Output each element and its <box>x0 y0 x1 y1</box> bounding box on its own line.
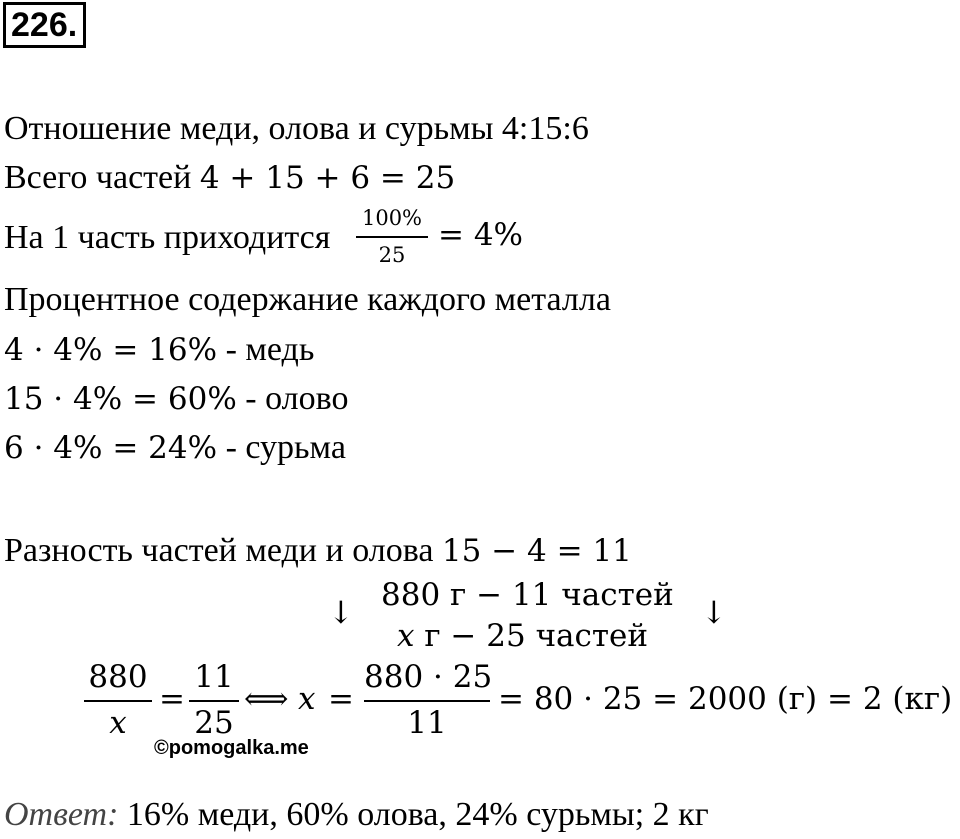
equation-variable: x <box>298 681 316 717</box>
fraction-2-numerator: 11 <box>194 659 234 695</box>
tin-line <box>4 382 348 416</box>
percent-heading: Процентное содержание каждого металла <box>4 281 611 318</box>
per-part-fraction-bar <box>356 236 428 238</box>
copper-math: 4 · 4% = 16% <box>4 332 218 368</box>
answer-text: 16% меди, 60% олова, 24% сурьмы; 2 кг <box>118 796 709 833</box>
difference-text: Разность частей меди и олова <box>4 532 442 569</box>
equivalence-arrow-icon: ⟺ <box>244 681 289 717</box>
equation-result: = 80 · 25 = 2000 (г) = 2 (кг) <box>498 681 953 717</box>
antimony-text: - сурьма <box>217 429 346 466</box>
fraction-2-denominator: 25 <box>194 705 234 741</box>
per-part-numerator: 100% <box>361 206 423 230</box>
fraction-3-numerator: 880 · 25 <box>364 659 493 695</box>
per-part-text: На 1 часть приходится <box>4 219 331 256</box>
total-parts-line <box>4 161 455 195</box>
tin-math: 15 · 4% = 60% <box>4 381 237 417</box>
proportion-row-2-rest: г − 25 частей <box>414 618 649 654</box>
antimony-line <box>4 431 346 465</box>
antimony-math: 6 · 4% = 24% <box>4 430 218 466</box>
per-part-denominator: 25 <box>378 243 406 267</box>
fraction-1-bar <box>84 700 152 702</box>
equals-sign-2: = <box>328 681 354 717</box>
ratio-line: Отношение меди, олова и сурьмы 4:15:6 <box>4 110 589 147</box>
proportion-row-1: 880 г − 11 частей <box>381 577 674 613</box>
fraction-2-bar <box>189 700 239 702</box>
tin-text: - олово <box>236 380 349 417</box>
arrow-down-left-icon: ↓ <box>328 595 354 631</box>
equals-sign-1: = <box>159 681 185 717</box>
fraction-3-denominator: 11 <box>407 705 447 741</box>
fraction-3-bar <box>364 700 490 702</box>
fraction-1-numerator: 880 <box>88 659 148 695</box>
problem-number: 226. <box>3 2 86 48</box>
copper-text: - медь <box>217 331 315 368</box>
proportion-variable: x <box>397 618 415 654</box>
total-parts-text: Всего частей <box>4 159 200 196</box>
per-part-result: = 4% <box>438 217 524 253</box>
answer-line <box>4 798 709 832</box>
proportion-row-2 <box>397 618 649 654</box>
total-parts-math: 4 + 15 + 6 = 25 <box>199 160 456 196</box>
fraction-1-denominator: x <box>109 705 127 741</box>
difference-math: 15 − 4 = 11 <box>441 533 632 569</box>
difference-line <box>4 534 632 568</box>
arrow-down-right-icon: ↓ <box>701 595 727 631</box>
answer-label: Ответ: <box>4 796 119 833</box>
watermark: ©pomogalka.me <box>154 737 309 759</box>
copper-line <box>4 333 314 367</box>
